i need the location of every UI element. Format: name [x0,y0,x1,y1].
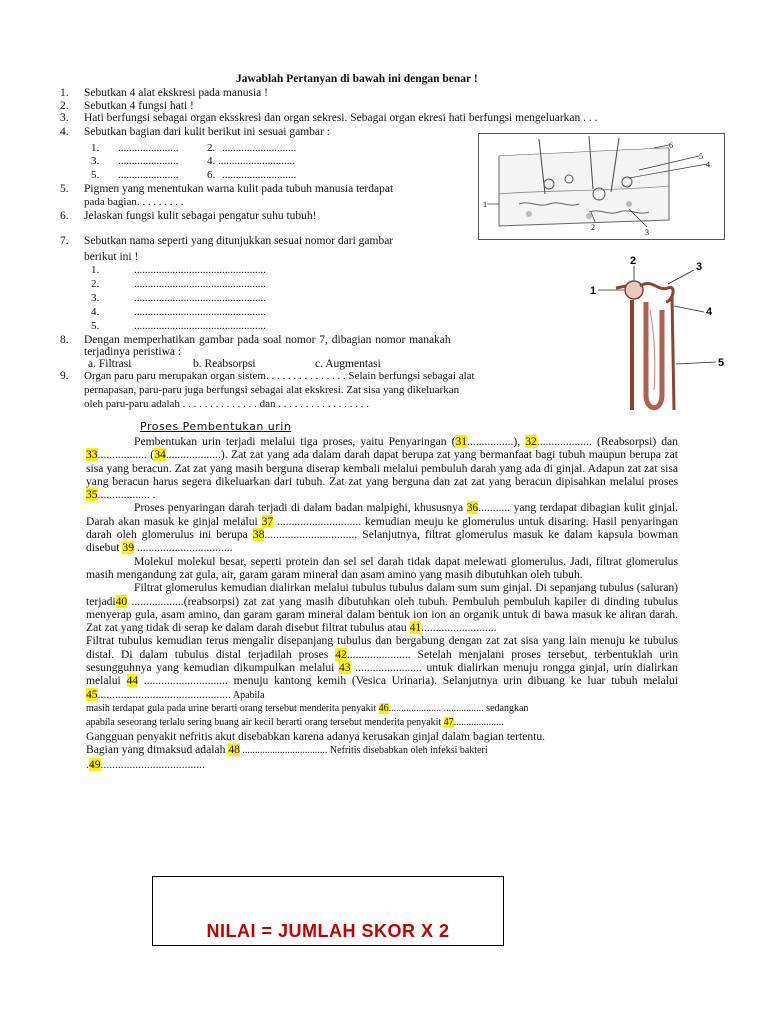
kidney-label-5: 5 [718,357,725,369]
answer-blank[interactable]: ................................................ [134,320,266,332]
skin-label-3: 3 [645,228,649,237]
answer-blank[interactable]: ...................... [118,155,179,167]
nephron-illustration [588,250,728,420]
blank-number-47: 47 [443,716,454,728]
blank-number-49: 49 [88,757,101,771]
blank-number-40: 40 [115,594,128,608]
answer-blank[interactable]: ................................................ [134,264,266,276]
section-title: Proses Pembentukan urin [140,420,292,433]
option-b: b. Reabsorpsi [193,358,256,370]
blank-number-41: 41 [409,621,422,635]
skin-label-1: 1 [483,200,487,209]
answer-blank[interactable]: ................................................ [134,306,266,318]
skin-cross-section-illustration [479,134,724,239]
answer-blank[interactable]: ...................... [118,142,179,154]
option-a: a. Filtrasi [88,358,132,370]
blank-number-36: 36 [466,501,479,515]
blank-number-46: 46 [378,702,389,714]
answer-blank[interactable]: ...................... [118,169,179,181]
blank-number-45: 45 [86,687,98,701]
answer-blank[interactable]: ........................... [222,142,297,154]
blank-number-43: 43 [339,661,351,675]
kidney-label-2: 2 [630,255,637,267]
kidney-label-3: 3 [696,261,703,273]
skin-label-2: 2 [591,223,595,232]
kidney-label-4: 4 [706,306,713,318]
blank-number-44: 44 [126,674,139,688]
blank-number-48: 48 [228,743,240,757]
skin-diagram [478,133,725,240]
answer-blank[interactable]: ............................ [218,155,295,167]
answer-blank[interactable]: ........................... [222,169,297,181]
blank-number-34: 34 [154,448,166,462]
answer-blank[interactable]: ................................................ [134,278,266,290]
answer-blank[interactable]: ................................................ [134,292,266,304]
blank-number-31: 31 [455,435,468,448]
option-c: c. Augmentasi [315,358,381,370]
blank-number-35: 35 [86,488,98,502]
blank-number-38: 38 [252,528,265,542]
score-formula: NILAI = JUMLAH SKOR X 2 [206,921,450,941]
skin-label-4: 4 [706,160,710,169]
skin-label-6: 6 [669,141,673,150]
passage: Pembentukan urin terjadi melalui tiga proses, yaitu Penyaringan (31................), 32................... (Reabsorpsi) dan 33................. (34...................). Zat zat yang ada dalam darah dapat berupa zat yang bermanfaat bagi tubuh maupun berupa zat sisa yang beracun. Zat zat yang masih berguna diserap kembali melalui pembuluh darah yang ada di ginjal. Adapun zat zat sisa yang beracun harus segera dikeluarkan dari tubuh. Zat zat yang berguna dan zat zat yang beracun dipisahkan melalui proses 35.................. . Proses penyaringan darah terjadi di dalam badan malpighi, khususnya 36........... yang terdapat dibagian kulit ginjal. Darah akan masuk ke ginjal melalui 37 ............................. kemudian meuju ke glomerulus untuk disaring. Hasil penyaringan darah oleh glomerulus ini berupa 38................................ Selanjutnya, filtrat glomerulus masuk ke dalam kapsula bowman disebut 39 ................................. Molekul molekul besar, seperti protein dan sel sel darah tidak dapat melewati glomerulus. Jadi, filtrat glomerulus masih mengandung zat gula, air, garam garam mineral dan asam amino yang masih dibutuhkan oleh tubuh. Filtrat glomerulus kemudian dialirkan melalui tubulus tubulus dalam sum sum ginjal. Di sepanjang tubulus (saluran) terjadi40 ..................(reabsorpsi) zat zat yang masih dibutuhkan oleh tubuh. Pembuluh pembuluh kapiler di dinding tubulus menyerap gula, asam amino, dan garam garam mineral dalam bentuk ion ion an organik untuk di bawa masuk ke aliran darah. Zat zat yang tidak di serap ke dalam darah disebut filtrat tubulus atau 41.......................... Filtrat tubulus kemudian terus mengalir disepanjang tubulus dan bergabung dengan zat zat sisa yang lain menuju ke tubulus distal. Di dalam tubulus distal terjadilah proses 42...................... Setelah menjalani proses tersebut, terbentuklah urin sesungguhnya yang kemudian dikumpulkan melalui 43 ....................... untuk dialirkan menuju rongga ginjal, urin dialirkan melalui 44 ............................. menuju kantong kemih (Vesica Urinaria). Selanjutnya urin dibuang ke luar tubuh melalui 45.............................................. Apabila masih terdapat gula pada urine berarti orang tersebut menderita penyakit 46..................... ................ sedangkan apabila seseorang terlalu sering buang air kecil berarti orang tersebut menderita penyakit 47.................... Gangguan penyakit nefritis akut disebabkan karena adanya kerusakan ginjal dalam bagian tertentu. Bagian yang dimaksud adalah 48 .................................. Nefritis disebabkan oleh infeksi bakteri .49.................................... [86,435,679,771]
blank-number-32: 32 [525,435,537,448]
blank-number-33: 33 [86,448,98,462]
kidney-label-1: 1 [590,285,597,297]
blank-number-39: 39 [122,541,134,555]
blank-number-42: 42 [335,647,347,661]
skin-label-5: 5 [699,152,703,161]
blank-number-37: 37 [261,514,274,528]
nephron-diagram [588,250,728,420]
page-title: Jawablah Pertanyan di bawah ini dengan benar ! [236,73,478,85]
score-box [152,876,504,946]
